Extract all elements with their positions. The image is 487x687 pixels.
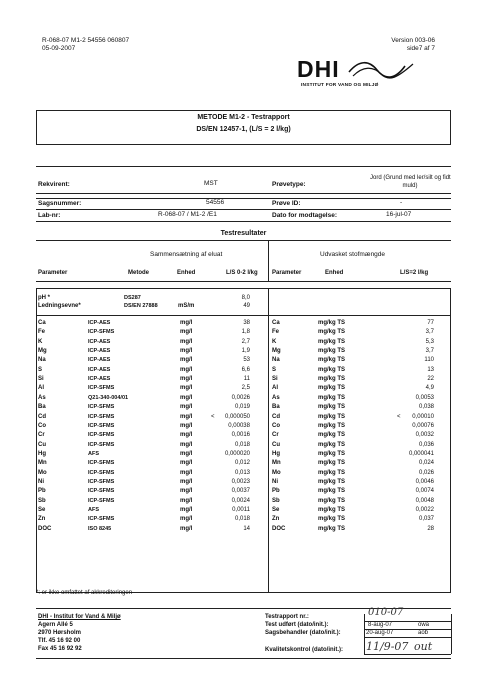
row-param-right: Hg xyxy=(272,450,280,457)
col-ls-left: L/S 0-2 l/kg xyxy=(226,270,258,276)
row-less-than-right: < xyxy=(397,413,401,420)
right-section-title: Udvasket stofmængde xyxy=(320,251,386,258)
row-metode: ICP-SFMS xyxy=(88,329,115,336)
row-param: Sb xyxy=(38,497,46,504)
row-value: 0,0016 xyxy=(231,432,250,439)
labnr-value: R-068-07 / M1-2 /E1 xyxy=(158,211,217,218)
row-value-right: 0,0074 xyxy=(415,488,434,495)
row-enhed-right: mg/kg TS xyxy=(318,497,346,504)
row-param-right: Mo xyxy=(272,469,281,476)
row-value: 0,000050 xyxy=(224,413,250,420)
row-value: 0,0024 xyxy=(231,497,250,504)
test-udfort-date: 8-aug-07 xyxy=(368,622,393,628)
row-value-right: 0,00076 xyxy=(412,422,434,429)
row-param-right: Na xyxy=(272,357,280,364)
row-metode: ICP-AES xyxy=(88,357,111,364)
row-metode: ICP-AES xyxy=(88,320,111,326)
row-value-right: 0,0048 xyxy=(415,497,434,504)
sagsbehandler-init: aob xyxy=(418,630,429,636)
row-enhed-right: mg/kg TS xyxy=(318,376,346,383)
row-metode: ICP-AES xyxy=(88,376,111,383)
row-enhed-right: mg/kg TS xyxy=(318,469,346,476)
row-enhed: mg/l xyxy=(180,525,193,532)
row-enhed: mg/l xyxy=(180,450,193,457)
kvalitet-init: out xyxy=(414,640,433,653)
row-param-right: Ca xyxy=(272,320,280,326)
row-value-right: 0,0032 xyxy=(415,432,434,439)
prove-id-value: - xyxy=(400,199,403,206)
row-param: DOC xyxy=(38,525,52,532)
row-enhed: mg/l xyxy=(180,413,193,420)
row-metode: ICP-SFMS xyxy=(88,441,115,448)
row-enhed-right: mg/kg TS xyxy=(318,348,346,355)
row-value: 38 xyxy=(243,320,250,326)
row-metode: ICP-SFMS xyxy=(88,404,115,411)
row-param-right: Si xyxy=(272,376,278,383)
row-param: Cr xyxy=(38,432,45,439)
row-param: Mo xyxy=(38,469,47,476)
row-param: As xyxy=(38,394,46,401)
logo-wave-icon xyxy=(347,58,417,80)
rekvirent-value: MST xyxy=(204,180,218,187)
row-metode: ICP-SFMS xyxy=(88,385,115,392)
row-enhed-right: mg/kg TS xyxy=(318,338,346,345)
logo-text: DHI xyxy=(297,56,340,82)
page-subtitle: DS/EN 12457-1, (L/S = 2 l/kg) xyxy=(196,126,291,133)
kvalitet-value: 11/9-07 xyxy=(366,640,409,653)
row-param-right: Pb xyxy=(272,488,280,495)
row-param: Na xyxy=(38,357,46,364)
dato-value: 16-jul-07 xyxy=(386,211,412,218)
col-enhed-right: Enhed xyxy=(325,270,344,276)
row-enhed: mg/l xyxy=(180,441,193,448)
row-enhed: mg/l xyxy=(180,516,193,523)
row-param: Hg xyxy=(38,450,46,457)
row-param: Cd xyxy=(38,413,46,420)
row-value-right: 13 xyxy=(427,366,434,373)
row-enhed-right: mg/kg TS xyxy=(318,320,346,326)
row-enhed-right: mg/kg TS xyxy=(318,385,346,392)
prove-id-label: Prøve ID: xyxy=(272,200,301,207)
row-param: Pb xyxy=(38,488,46,495)
row-param: Mg xyxy=(38,348,47,355)
row-param: Se xyxy=(38,507,46,513)
row-value-right: 0,036 xyxy=(418,441,434,448)
testrapport-label: Testrapport nr.: xyxy=(265,614,309,620)
top-row-metode: DS287 xyxy=(124,295,141,301)
row-value: 0,013 xyxy=(234,469,250,476)
test-udfort-label: Test udført (dato/init.): xyxy=(265,622,329,628)
version-label: Version 003-06 xyxy=(391,37,435,44)
logo-subtitle: INSTITUT FOR VAND OG MILJØ xyxy=(301,83,379,88)
row-param-right: S xyxy=(272,366,277,373)
kvalitet-label: Kvalitetskontrol (dato/init.): xyxy=(265,647,343,653)
row-value: 1,9 xyxy=(241,348,250,355)
row-param: Ba xyxy=(38,404,46,411)
row-param: Al xyxy=(38,385,44,392)
row-enhed: mg/l xyxy=(180,348,193,355)
row-metode: ISO 8245 xyxy=(88,525,112,532)
provetype-value-line2: muld) xyxy=(402,183,418,189)
row-enhed: mg/l xyxy=(180,432,193,439)
top-row-value: 8,0 xyxy=(241,295,250,301)
row-param-right: Mn xyxy=(272,460,281,467)
row-enhed-right: mg/kg TS xyxy=(318,329,346,336)
row-enhed: mg/l xyxy=(180,460,193,467)
row-value: 2,7 xyxy=(241,338,250,345)
row-param-right: Cu xyxy=(272,441,280,448)
col-parameter: Parameter xyxy=(38,270,68,276)
row-metode: ICP-SFMS xyxy=(88,488,115,495)
row-param: Co xyxy=(38,422,46,429)
row-enhed-right: mg/kg TS xyxy=(318,422,346,429)
report-reference: R-068-07 M1-2 54556 060807 xyxy=(42,37,130,44)
row-metode: ICP-SFMS xyxy=(88,460,115,467)
row-param: Ca xyxy=(38,320,46,326)
row-param: Fe xyxy=(38,329,46,336)
row-value-right: 0,00010 xyxy=(412,413,434,420)
row-metode: AFS xyxy=(88,450,99,457)
row-param: Ni xyxy=(38,478,44,485)
row-param-right: K xyxy=(272,338,277,345)
row-metode: Q21-340-004/01 xyxy=(88,394,129,401)
row-metode: ICP-SFMS xyxy=(88,497,115,504)
row-value: 0,0026 xyxy=(231,394,250,401)
row-value: 14 xyxy=(243,525,250,532)
dhi-logo xyxy=(297,56,447,92)
row-enhed: mg/l xyxy=(180,376,193,383)
page-title: METODE M1-2 - Testrapport xyxy=(197,114,290,121)
row-value: 0,000020 xyxy=(224,450,250,457)
provetype-value-line1: Jord (Grund med ler/silt og fidt xyxy=(370,175,451,181)
row-param-right: Sb xyxy=(272,497,280,504)
row-enhed-right: mg/kg TS xyxy=(318,404,346,411)
row-param-right: As xyxy=(272,394,280,401)
row-param-right: DOC xyxy=(272,525,286,532)
dato-label: Dato for modtagelse: xyxy=(272,212,338,219)
footer-address1: Agern Allé 5 xyxy=(38,622,73,628)
row-value: 53 xyxy=(243,357,250,364)
row-param: S xyxy=(38,366,43,373)
row-metode: ICP-AES xyxy=(88,348,111,355)
row-enhed: mg/l xyxy=(180,478,193,485)
row-param-right: Fe xyxy=(272,329,280,336)
row-value: 6,6 xyxy=(241,366,250,373)
top-row-metode: DS/EN 27888 xyxy=(124,303,158,309)
row-value-right: 0,038 xyxy=(418,404,434,411)
row-value-right: 0,0046 xyxy=(415,478,434,485)
row-enhed: mg/l xyxy=(180,329,193,336)
row-value-right: 0,0053 xyxy=(415,394,434,401)
row-enhed-right: mg/kg TS xyxy=(318,357,346,364)
footer-fax: Fax 45 16 92 92 xyxy=(38,646,82,652)
row-metode: ICP-SFMS xyxy=(88,432,115,439)
footnote: *: er ikke omfattet af akkrediteringen xyxy=(36,590,133,596)
row-enhed-right: mg/kg TS xyxy=(318,507,346,513)
row-param-right: Zn xyxy=(272,516,280,523)
row-enhed: mg/l xyxy=(180,422,193,429)
col-ls-right: L/S=2 l/kg xyxy=(400,270,429,276)
provetype-label: Prøvetype: xyxy=(272,181,306,188)
row-param-right: Cr xyxy=(272,432,279,439)
row-param-right: Al xyxy=(272,385,278,392)
row-value: 0,018 xyxy=(234,516,250,523)
row-less-than: < xyxy=(211,413,215,420)
row-enhed-right: mg/kg TS xyxy=(318,441,346,448)
page-number: side7 af 7 xyxy=(406,45,435,52)
sagsbehandler-date: 20-aug-07 xyxy=(366,630,394,636)
top-row-value: 49 xyxy=(243,303,250,309)
row-enhed: mg/l xyxy=(180,394,193,401)
row-enhed-right: mg/kg TS xyxy=(318,478,346,485)
row-enhed: mg/l xyxy=(180,320,193,326)
row-value: 0,00038 xyxy=(228,422,250,429)
row-metode: ICP-AES xyxy=(88,338,111,345)
row-value-right: 0,037 xyxy=(418,516,434,523)
top-row-param: Ledningsevne* xyxy=(38,303,81,309)
row-param-right: Cd xyxy=(272,413,280,420)
row-value: 11 xyxy=(243,376,250,383)
row-value-right: 0,026 xyxy=(418,469,434,476)
row-value-right: 0,000041 xyxy=(408,450,434,457)
row-value-right: 77 xyxy=(427,320,434,326)
row-value-right: 28 xyxy=(427,525,434,532)
row-value-right: 0,0022 xyxy=(415,507,434,513)
labnr-label: Lab-nr: xyxy=(38,212,61,219)
row-metode: ICP-SFMS xyxy=(88,516,115,523)
row-value-right: 3,7 xyxy=(425,348,434,355)
sagsnummer-label: Sagsnummer: xyxy=(38,200,82,207)
row-value: 0,018 xyxy=(234,441,250,448)
row-param-right: Co xyxy=(272,422,280,429)
row-enhed: mg/l xyxy=(180,366,193,373)
footer-tel: Tlf. 45 16 92 00 xyxy=(38,638,81,644)
row-value-right: 4,9 xyxy=(425,385,434,392)
row-value: 2,5 xyxy=(241,385,250,392)
row-enhed: mg/l xyxy=(180,385,193,392)
row-value-right: 0,024 xyxy=(418,460,434,467)
test-udfort-init: owa xyxy=(418,622,430,628)
row-enhed-right: mg/kg TS xyxy=(318,394,346,401)
row-value: 0,0037 xyxy=(231,488,250,495)
row-value-right: 3,7 xyxy=(425,329,434,336)
sagsbehandler-label: Sagsbehandler (dato/init.): xyxy=(265,630,341,636)
row-param-right: Ni xyxy=(272,478,278,485)
row-enhed: mg/l xyxy=(180,469,193,476)
testrapport-value: 010-07 xyxy=(368,607,404,618)
row-metode: ICP-SFMS xyxy=(88,422,115,429)
col-metode: Metode xyxy=(128,270,149,276)
row-param: Si xyxy=(38,376,44,383)
row-param: Mn xyxy=(38,460,47,467)
row-value: 0,0011 xyxy=(232,507,250,513)
rekvirent-label: Rekvirent: xyxy=(38,181,70,188)
footer-org: DHI - Institut for Vand & Miljø xyxy=(38,614,121,620)
row-enhed: mg/l xyxy=(180,497,193,504)
row-metode: ICP-SFMS xyxy=(88,413,115,420)
row-param: K xyxy=(38,338,43,345)
row-enhed: mg/l xyxy=(180,404,193,411)
row-value-right: 22 xyxy=(427,376,434,383)
row-enhed: mg/l xyxy=(180,338,193,345)
row-value: 0,019 xyxy=(234,404,250,411)
row-value: 1,8 xyxy=(241,329,250,336)
row-enhed-right: mg/kg TS xyxy=(318,450,346,457)
row-enhed: mg/l xyxy=(180,357,193,364)
row-enhed-right: mg/kg TS xyxy=(318,460,346,467)
row-metode: ICP-SFMS xyxy=(88,478,115,485)
row-value-right: 5,3 xyxy=(425,338,434,345)
col-enhed: Enhed xyxy=(177,270,196,276)
row-value: 0,0023 xyxy=(231,478,250,485)
row-enhed-right: mg/kg TS xyxy=(318,525,346,532)
col-parameter-right: Parameter xyxy=(272,270,302,276)
row-param-right: Ba xyxy=(272,404,280,411)
row-enhed-right: mg/kg TS xyxy=(318,432,346,439)
row-enhed-right: mg/kg TS xyxy=(318,413,346,420)
row-enhed-right: mg/kg TS xyxy=(318,488,346,495)
top-row-enhed: mS/m xyxy=(178,303,195,309)
row-param-right: Se xyxy=(272,507,280,513)
row-enhed-right: mg/kg TS xyxy=(318,516,346,523)
row-metode: ICP-SFMS xyxy=(88,469,115,476)
row-param: Cu xyxy=(38,441,46,448)
row-metode: ICP-AES xyxy=(88,366,111,373)
results-title: Testresultater xyxy=(220,230,267,237)
row-enhed-right: mg/kg TS xyxy=(318,366,346,373)
left-section-title: Sammensætning af eluat xyxy=(150,251,223,258)
top-row-param: pH * xyxy=(38,295,50,301)
row-param: Zn xyxy=(38,516,46,523)
row-value-right: 110 xyxy=(424,357,434,364)
row-enhed: mg/l xyxy=(180,488,193,495)
row-metode: AFS xyxy=(88,507,99,513)
row-enhed: mg/l xyxy=(180,507,193,513)
sagsnummer-value: 54556 xyxy=(206,199,225,206)
report-date: 05-09-2007 xyxy=(42,45,76,52)
row-value: 0,012 xyxy=(234,460,250,467)
footer-address2: 2970 Hørsholm xyxy=(38,630,82,636)
row-param-right: Mg xyxy=(272,348,281,355)
